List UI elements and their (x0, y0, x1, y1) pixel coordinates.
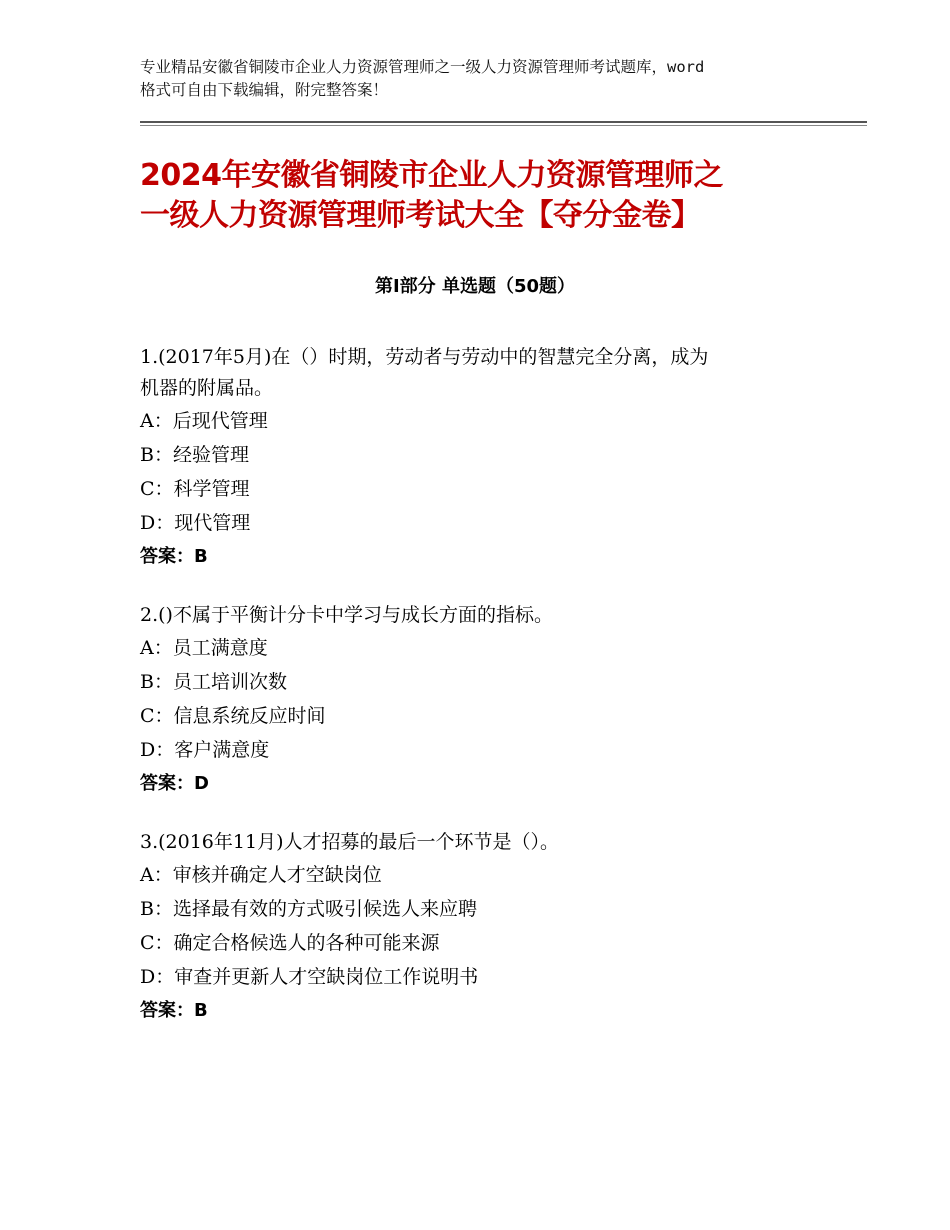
option-b: B：员工培训次数 (140, 671, 287, 693)
question-stem (140, 600, 840, 631)
question-stem (140, 827, 840, 858)
option-c: C：确定合格候选人的各种可能来源 (140, 932, 440, 954)
option-b: B：选择最有效的方式吸引候选人来应聘 (140, 898, 477, 920)
option-a: A：员工满意度 (140, 637, 268, 659)
answer: 答案：D (140, 773, 209, 794)
section-heading: 第Ⅰ部分 单选题（50题） (374, 276, 575, 297)
question-2 (140, 600, 840, 801)
answer: 答案：B (140, 546, 208, 567)
question-stem-line: 机器的附属品。 (140, 377, 274, 399)
document-title (140, 156, 820, 236)
document-title-line-1: 2024年安徽省铜陵市企业人力资源管理师之 (140, 158, 723, 193)
option-b: B：经验管理 (140, 444, 249, 466)
question-stem-line: 1.(2017年5月)在（）时期，劳动者与劳动中的智慧完全分离，成为 (140, 346, 709, 368)
option-a: A：后现代管理 (140, 410, 268, 432)
question-list (140, 342, 840, 1054)
header-divider-thin (140, 125, 867, 126)
option-d: D：客户满意度 (140, 739, 270, 761)
answer: 答案：B (140, 1000, 208, 1021)
question-1 (140, 342, 840, 574)
header-divider-thick (140, 121, 867, 123)
option-c: C：信息系统反应时间 (140, 705, 326, 727)
question-3 (140, 827, 840, 1028)
option-d: D：现代管理 (140, 512, 251, 534)
header-note-line-1: 专业精品安徽省铜陵市企业人力资源管理师之一级人力资源管理师考试题库，word (140, 58, 705, 76)
question-stem-line: 2.()不属于平衡计分卡中学习与成长方面的指标。 (140, 604, 553, 626)
option-a: A：审核并确定人才空缺岗位 (140, 864, 382, 886)
header-note-line-2: 格式可自由下载编辑，附完整答案！ (140, 81, 389, 99)
option-c: C：科学管理 (140, 478, 250, 500)
option-d: D：审查并更新人才空缺岗位工作说明书 (140, 966, 479, 988)
question-stem (140, 342, 840, 404)
document-title-line-2: 一级人力资源管理师考试大全【夺分金卷】 (140, 198, 701, 233)
header-note (140, 56, 840, 102)
question-stem-line: 3.(2016年11月)人才招募的最后一个环节是（）。 (140, 831, 559, 853)
